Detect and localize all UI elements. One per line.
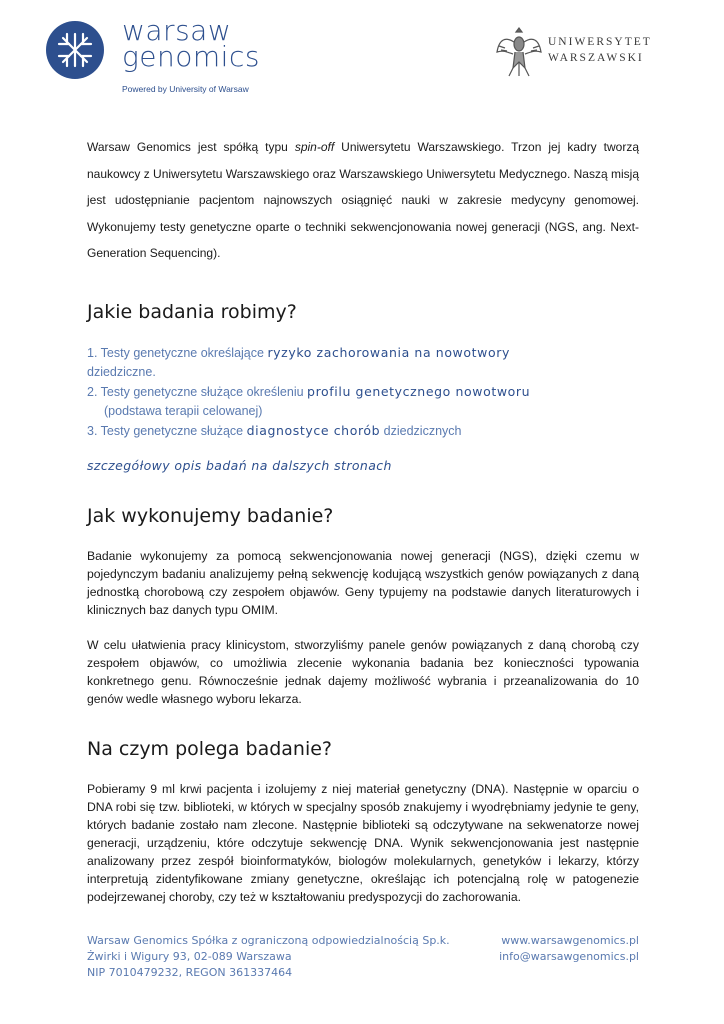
footer-address: Żwirki i Wigury 93, 02-089 Warszawa <box>87 950 292 963</box>
test-item-2-suffix: (podstawa terapii celowanej) <box>104 404 263 418</box>
details-note: szczegółowy opis badań na dalszych stronach <box>87 458 392 473</box>
intro-text-part1: Warsaw Genomics jest spółką typu <box>87 140 295 154</box>
intro-text-part2: Uniwersytetu Warszawskiego. Trzon jej kadry tworzą naukowcy z Uniwersytetu Warszawskiego oraz Warszawskiego Uniwersytetu Medycznego. Naszą misją jest udostępnianie pacjentom najnowszych osiągnięć nauki w zakresie medycyny genomowej. Wykonujemy testy genetyczne oparte o techniki sekwencjonowania nowej generacji (NGS, ang. Next-Generation Sequencing). <box>87 140 640 260</box>
footer-email-link[interactable]: info@warsawgenomics.pl <box>499 950 639 963</box>
test-item-1 <box>87 343 647 382</box>
test-item-3 <box>87 421 647 441</box>
test-item-3-suffix: dziedzicznych <box>380 424 462 438</box>
warsaw-genomics-logo-icon <box>45 20 105 80</box>
test-item-2-prefix: 2. Testy genetyczne służące określeniu <box>87 385 308 399</box>
test-item-3-prefix: 3. Testy genetyczne służące <box>87 424 247 438</box>
footer-company-info <box>87 933 450 981</box>
intro-paragraph <box>87 134 639 267</box>
university-name <box>548 34 652 66</box>
university-line-1: UNIWERSYTET <box>548 36 652 48</box>
section-heading-procedure: Na czym polega badanie? <box>87 738 333 760</box>
powered-by-text: Powered by University of Warsaw <box>122 84 249 94</box>
section-heading-tests: Jakie badania robimy? <box>87 301 297 323</box>
intro-block <box>87 134 639 267</box>
test-item-2-highlight: profilu genetycznego nowotworu <box>307 384 531 399</box>
test-item-2 <box>87 382 647 421</box>
brand-line-2: genomics <box>122 40 260 73</box>
section-heading-method: Jak wykonujemy badanie? <box>87 505 334 527</box>
page-header <box>0 0 724 110</box>
test-item-1-prefix: 1. Testy genetyczne określające <box>87 346 268 360</box>
university-line-2: WARSZAWSKI <box>548 52 644 64</box>
eagle-emblem-icon <box>495 22 543 82</box>
test-item-1-highlight: ryzyko zachorowania na nowotwory <box>267 345 510 360</box>
footer-contact <box>499 933 639 965</box>
university-logo <box>495 22 652 82</box>
brand-line-1: warsaw <box>122 14 232 47</box>
procedure-paragraph: Pobieramy 9 ml krwi pacjenta i izolujemy z niej materiał genetyczny (DNA). Następnie w oparciu o DNA robi się tzw. biblioteki, w których w specjalny sposób znakujemy i wyodrębniamy jedynie te geny, których badanie zostało nam zlecone. Następnie biblioteki są odczytywane na sekwenatorze nowej generacji, urządzeniu, które odczytuje sekwencję DNA. Wynik sekwencjonowania jest następnie analizowany przez zespół bioinformatyków, biologów molekularnych, genetyków i lekarzy, którzy interpretują zidentyfikowane zmiany genetyczne, określając ich potencjalną rolę w patogenezie podejrzewanej choroby, czy też w kształtowaniu predyspozycji do zachorowania. <box>87 782 639 904</box>
intro-spin-off: spin-off <box>294 140 335 154</box>
tests-list <box>87 343 647 441</box>
footer-website-link[interactable]: www.warsawgenomics.pl <box>501 934 639 947</box>
footer-company: Warsaw Genomics Spółka z ograniczoną odpowiedzialnością Sp.k. <box>87 934 450 947</box>
footer-ids: NIP 7010479232, REGON 361337464 <box>87 966 293 979</box>
test-item-3-highlight: diagnostyce chorób <box>246 423 381 438</box>
brand-wordmark <box>122 14 260 73</box>
method-paragraph-2: W celu ułatwienia pracy klinicystom, stworzyliśmy panele genów powiązanych z daną chorobą czy zespołem objawów, co umożliwia zlecenie wykonania badania bez konieczności typowania konkretnego genu. Równocześnie jednak dajemy możliwość wybrania i przeanalizowania do 10 genów wedle własnego wyboru lekarza. <box>87 638 639 706</box>
method-paragraph-1: Badanie wykonujemy za pomocą sekwencjonowania nowej generacji (NGS), dzięki czemu w pojedynczym badaniu analizujemy pełną sekwencję kodującą wszystkich genów powiązanych z daną jednostką chorobową czy zespołem objawów. Geny typujemy na podstawie danych literaturowych i klinicznych baz danych typu OMIM. <box>87 549 639 617</box>
test-item-1-suffix: dziedziczne. <box>87 365 156 379</box>
